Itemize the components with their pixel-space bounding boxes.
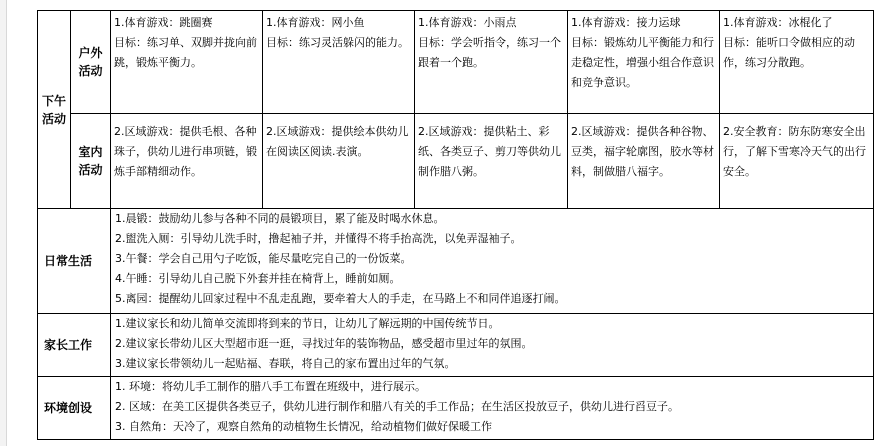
outdoor-goal: 目标：学会听指令，练习一个跟着一个跑。 bbox=[418, 36, 561, 69]
environment-label: 环境创设 bbox=[44, 401, 93, 415]
document-page-edge bbox=[0, 0, 7, 446]
outdoor-goal: 目标：能听口令做相应的动作，练习分散跑。 bbox=[723, 36, 855, 69]
daily-life-content bbox=[111, 209, 874, 314]
indoor-activity-label: 室内活动 bbox=[78, 145, 103, 177]
outdoor-goal: 目标：练习单、双脚并拢向前跳，锻炼平衡力。 bbox=[114, 36, 257, 69]
environment-header bbox=[38, 377, 111, 440]
indoor-text: 2.区域游戏：提供毛根、各种珠子，供幼儿进行串项链，锻炼手部精细动作。 bbox=[114, 125, 257, 178]
outdoor-goal: 目标：练习灵活躲闪的能力。 bbox=[266, 36, 409, 49]
environment-content bbox=[111, 377, 874, 440]
parent-work-row bbox=[38, 314, 874, 377]
parent-work-item: 2.建议家长带幼儿区大型超市逛一逛，寻找过年的装饰物品，感受超市里过年的氛围。 bbox=[115, 337, 533, 350]
daily-life-item: 3.午餐：学会自己用勺子吃饭，能尽量吃完自己的一份饭菜。 bbox=[115, 252, 412, 265]
afternoon-outdoor-row bbox=[38, 11, 874, 114]
outdoor-cell-tue bbox=[263, 11, 415, 114]
outdoor-goal: 目标：锻炼幼儿平衡能力和行走稳定性，增强小组合作意识和竞争意识。 bbox=[571, 36, 714, 89]
outdoor-game: 1.体育游戏：冰棍化了 bbox=[723, 16, 833, 29]
outdoor-game: 1.体育游戏：跳圈赛 bbox=[114, 16, 213, 29]
parent-work-item: 1.建议家长和幼儿简单交流即将到来的节日，让幼儿了解远期的中国传统节日。 bbox=[115, 317, 500, 330]
indoor-cell-fri bbox=[720, 114, 874, 209]
parent-work-header bbox=[38, 314, 111, 377]
environment-row bbox=[38, 377, 874, 440]
daily-life-header bbox=[38, 209, 111, 314]
indoor-text: 2.区域游戏：提供粘土、彩纸、各类豆子、剪刀等供幼儿制作腊八粥。 bbox=[418, 125, 561, 178]
daily-life-item: 4.午睡：引导幼儿自己脱下外套并挂在椅背上，睡前如厕。 bbox=[115, 272, 401, 285]
outdoor-cell-thu bbox=[568, 11, 720, 114]
afternoon-activity-label: 下午活动 bbox=[41, 93, 66, 126]
outdoor-game: 1.体育游戏：小雨点 bbox=[418, 16, 517, 29]
outdoor-activity-label: 户外活动 bbox=[78, 46, 103, 78]
indoor-cell-mon bbox=[111, 114, 263, 209]
environment-item: 3. 自然角：天冷了，观察自然角的动植物生长情况，给动植物们做好保暖工作 bbox=[115, 420, 492, 433]
indoor-cell-wed bbox=[415, 114, 568, 209]
indoor-cell-tue bbox=[263, 114, 415, 209]
indoor-text: 2.区域游戏：提供各种谷物、豆类，福字轮廓图，胶水等材料，制做腊八福字。 bbox=[571, 125, 714, 178]
outdoor-game: 1.体育游戏：接力运球 bbox=[571, 16, 681, 29]
weekly-plan-table bbox=[37, 10, 874, 440]
outdoor-cell-fri bbox=[720, 11, 874, 114]
parent-work-label: 家长工作 bbox=[44, 338, 93, 352]
parent-work-item: 3.建议家长带领幼儿一起贴福、春联，将自己的家布置出过年的气氛。 bbox=[115, 357, 456, 370]
afternoon-activity-header bbox=[38, 11, 71, 209]
indoor-activity-header bbox=[71, 114, 111, 209]
outdoor-activity-header bbox=[71, 11, 111, 114]
afternoon-indoor-row bbox=[38, 114, 874, 209]
environment-item: 1. 环境：将幼儿手工制作的腊八手工布置在班级中，进行展示。 bbox=[115, 380, 426, 393]
daily-life-item: 2.盥洗入厕：引导幼儿洗手时，撸起袖子并，并懂得不将手抬高洗，以免弄湿袖子。 bbox=[115, 232, 522, 245]
parent-work-content bbox=[111, 314, 874, 377]
environment-item: 2. 区域：在美工区提供各类豆子，供幼儿进行制作和腊八有关的手工作品；在生活区投放豆子，供幼儿进行舀豆子。 bbox=[115, 400, 679, 413]
outdoor-cell-wed bbox=[415, 11, 568, 114]
indoor-cell-thu bbox=[568, 114, 720, 209]
daily-life-item: 1.晨锻：鼓励幼儿参与各种不同的晨锻项目，累了能及时喝水休息。 bbox=[115, 212, 445, 225]
indoor-text: 2.安全教育：防东防寒安全出行，了解下雪寒冷天气的出行安全。 bbox=[723, 125, 866, 178]
indoor-text: 2.区域游戏：提供绘本供幼儿在阅读区阅读.表演。 bbox=[266, 125, 409, 158]
outdoor-cell-mon bbox=[111, 11, 263, 114]
daily-life-item: 5.离园：提醒幼儿回家过程中不乱走乱跑，要牵着大人的手走，在马路上不和同伴追逐打闹。 bbox=[115, 292, 566, 305]
outdoor-game: 1.体育游戏：网小鱼 bbox=[266, 16, 365, 29]
daily-life-row bbox=[38, 209, 874, 314]
daily-life-label: 日常生活 bbox=[44, 254, 93, 268]
